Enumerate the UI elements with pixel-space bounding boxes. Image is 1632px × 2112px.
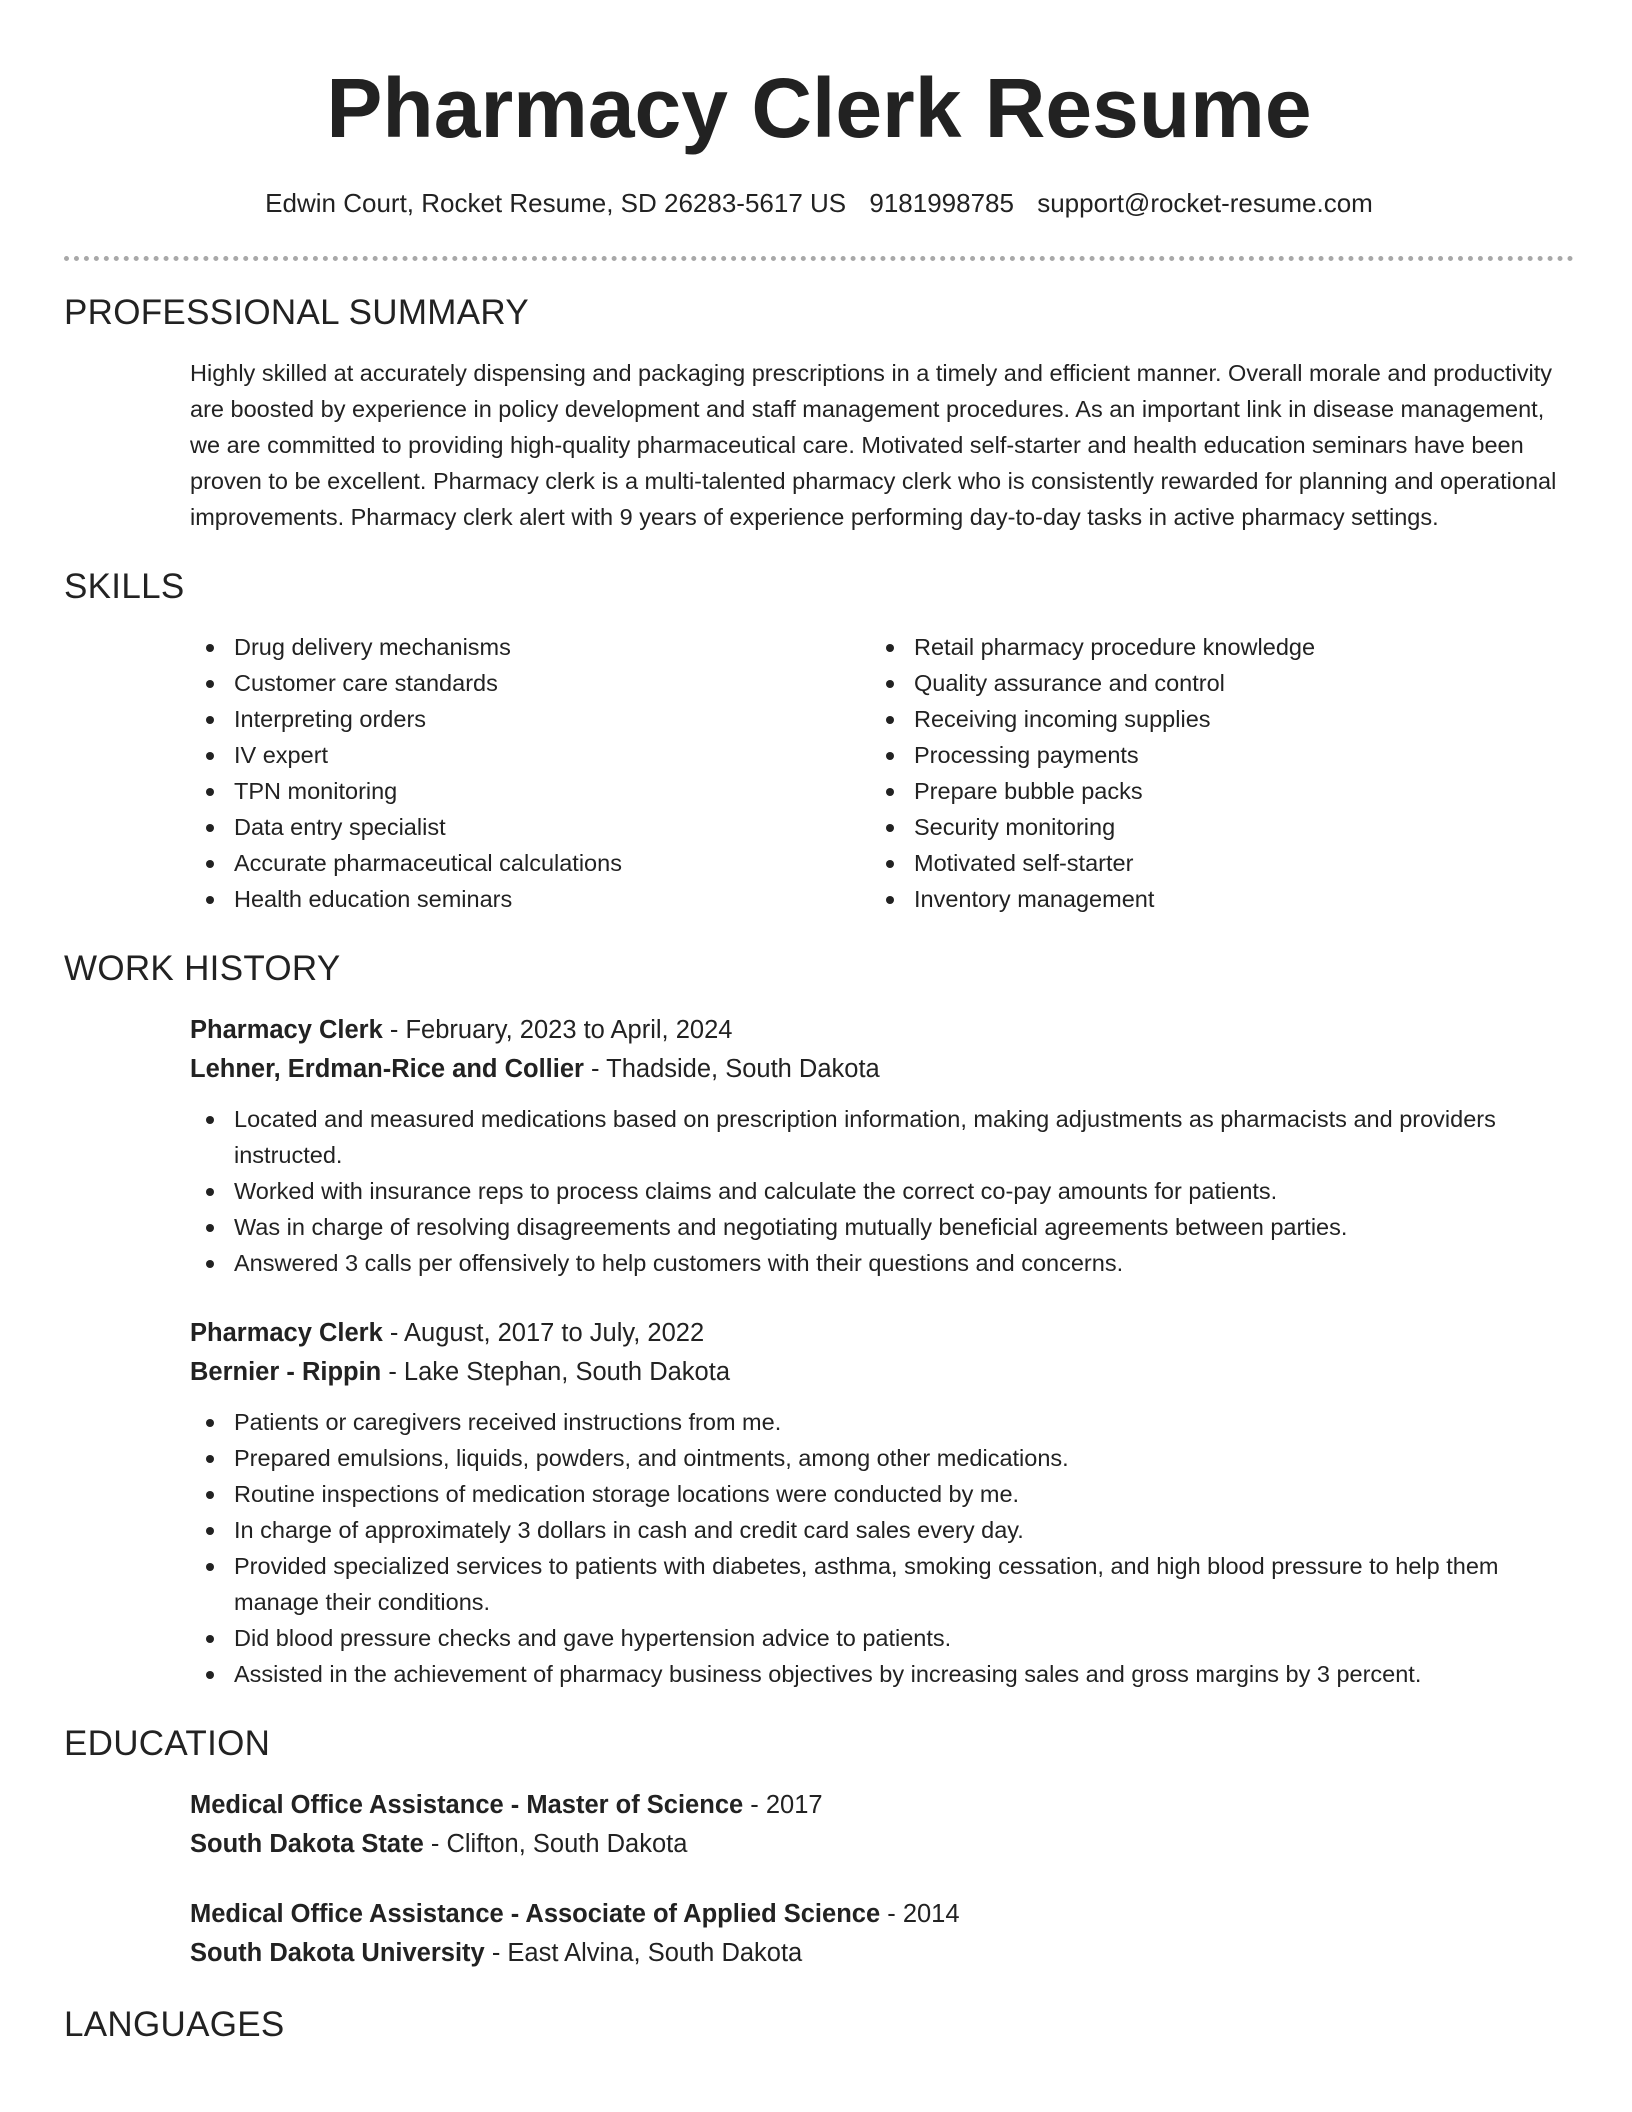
job-entry [190, 1011, 1574, 1281]
contact-email: support@rocket-resume.com [1037, 188, 1373, 218]
skill-item: Health education seminars [190, 881, 870, 917]
education-degree-line [190, 1786, 1574, 1825]
job-company: Bernier - Rippin [190, 1358, 382, 1386]
education-school: South Dakota University [190, 1939, 485, 1967]
skill-item: Quality assurance and control [870, 665, 1550, 701]
section-title-languages: LANGUAGES [64, 2005, 285, 2044]
job-company-line [190, 1353, 1574, 1392]
skill-item: Receiving incoming supplies [870, 701, 1550, 737]
skill-item: Retail pharmacy procedure knowledge [870, 629, 1550, 665]
header-divider [64, 256, 1574, 261]
job-bullets [190, 1101, 1574, 1281]
contact-address: Edwin Court, Rocket Resume, SD 26283-5617 US [265, 188, 847, 218]
skill-item: Prepare bubble packs [870, 773, 1550, 809]
education-degree: Medical Office Assistance - Associate of Applied Science [190, 1900, 881, 1928]
job-bullet: Provided specialized services to patients with diabetes, asthma, smoking cessation, and high blood pressure to help them manage their conditions. [190, 1548, 1574, 1620]
skill-item: Customer care standards [190, 665, 870, 701]
education-school: South Dakota State [190, 1830, 424, 1858]
job-role: Pharmacy Clerk [190, 1319, 383, 1347]
education-degree-line [190, 1895, 1574, 1934]
job-entry [190, 1314, 1574, 1692]
section-title-summary: PROFESSIONAL SUMMARY [64, 293, 529, 332]
resume-page [64, 0, 1574, 2047]
summary-text: Highly skilled at accurately dispensing and packaging prescriptions in a timely and efficient manner. Overall morale and productivity are boosted by experience in policy development and staff management procedures. As an important link in disease management, we are committed to providing high-quality pharmaceutical care. Motivated self-starter and health education seminars have been proven to be excellent. Pharmacy clerk is a multi-talented pharmacy clerk who is consistently rewarded for planning and operational improvements. Pharmacy clerk alert with 9 years of experience performing day-to-day tasks in active pharmacy settings. [190, 360, 1557, 530]
section-title-education: EDUCATION [64, 1724, 271, 1763]
skills-list [190, 629, 1574, 917]
job-bullet: In charge of approximately 3 dollars in cash and credit card sales every day. [190, 1512, 1574, 1548]
job-title-line [190, 1314, 1574, 1353]
education-degree: Medical Office Assistance - Master of Science [190, 1791, 744, 1819]
job-company: Lehner, Erdman-Rice and Collier [190, 1055, 584, 1083]
education-location: - Clifton, South Dakota [423, 1830, 688, 1858]
job-bullet: Was in charge of resolving disagreements and negotiating mutually beneficial agreements between parties. [190, 1209, 1574, 1245]
education-school-line [190, 1825, 1574, 1864]
contact-phone: 9181998785 [869, 188, 1014, 218]
skill-item: Motivated self-starter [870, 845, 1550, 881]
job-bullet: Answered 3 calls per offensively to help customers with their questions and concerns. [190, 1245, 1574, 1281]
skill-item: Security monitoring [870, 809, 1550, 845]
skill-item: IV expert [190, 737, 870, 773]
contact-line [64, 186, 1574, 220]
education-year: - 2014 [880, 1900, 960, 1928]
job-dates: - August, 2017 to July, 2022 [382, 1319, 705, 1347]
skill-item: Accurate pharmaceutical calculations [190, 845, 870, 881]
job-bullets [190, 1404, 1574, 1692]
job-title-line [190, 1011, 1574, 1050]
skill-item: Processing payments [870, 737, 1550, 773]
section-title-work: WORK HISTORY [64, 949, 341, 988]
resume-title: Pharmacy Clerk Resume [326, 61, 1312, 155]
education-entry [190, 1786, 1574, 1864]
job-role: Pharmacy Clerk [190, 1016, 383, 1044]
job-location: - Thadside, South Dakota [583, 1055, 880, 1083]
job-bullet: Assisted in the achievement of pharmacy business objectives by increasing sales and gross margins by 3 percent. [190, 1656, 1574, 1692]
skills-column-left [190, 629, 870, 917]
skill-item: TPN monitoring [190, 773, 870, 809]
job-bullet: Worked with insurance reps to process claims and calculate the correct co-pay amounts for patients. [190, 1173, 1574, 1209]
education-year: - 2017 [743, 1791, 823, 1819]
job-bullet: Located and measured medications based on prescription information, making adjustments as pharmacists and providers instructed. [190, 1101, 1574, 1173]
skill-item: Interpreting orders [190, 701, 870, 737]
education-location: - East Alvina, South Dakota [484, 1939, 803, 1967]
education-entry [190, 1895, 1574, 1973]
job-company-line [190, 1050, 1574, 1089]
education-school-line [190, 1934, 1574, 1973]
skill-item: Drug delivery mechanisms [190, 629, 870, 665]
job-bullet: Prepared emulsions, liquids, powders, and ointments, among other medications. [190, 1440, 1574, 1476]
job-bullet: Routine inspections of medication storage locations were conducted by me. [190, 1476, 1574, 1512]
skills-column-right [870, 629, 1550, 917]
skill-item: Inventory management [870, 881, 1550, 917]
job-location: - Lake Stephan, South Dakota [381, 1358, 730, 1386]
section-title-skills: SKILLS [64, 567, 185, 606]
job-bullet: Patients or caregivers received instructions from me. [190, 1404, 1574, 1440]
job-bullet: Did blood pressure checks and gave hypertension advice to patients. [190, 1620, 1574, 1656]
job-dates: - February, 2023 to April, 2024 [382, 1016, 733, 1044]
skill-item: Data entry specialist [190, 809, 870, 845]
